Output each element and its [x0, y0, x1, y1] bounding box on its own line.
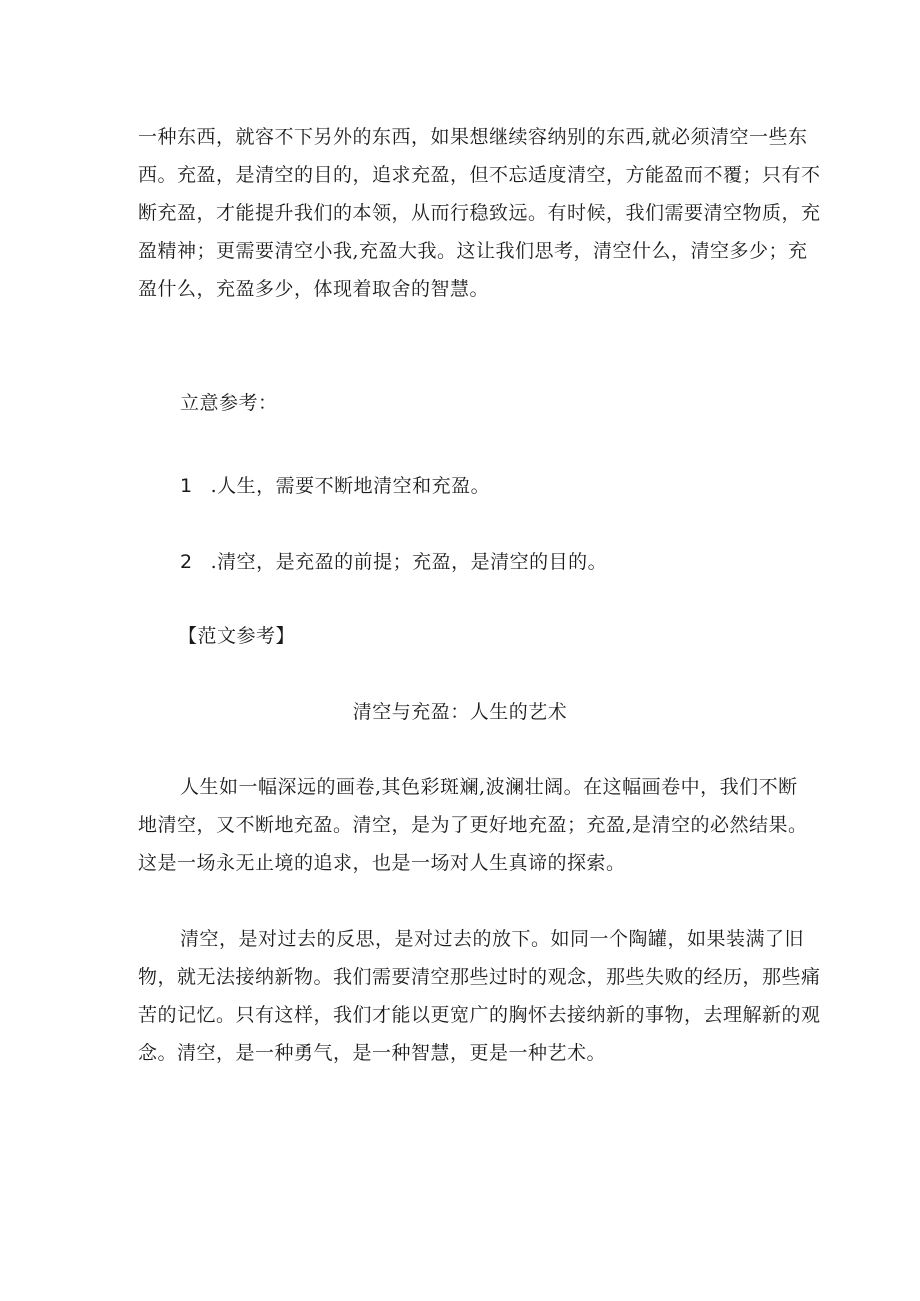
idea-text: .清空，是充盈的前提；充盈，是清空的目的。: [210, 551, 608, 573]
essay-title-text: 清空与充盈：人生的艺术: [352, 701, 568, 723]
sample-heading: [178, 617, 828, 655]
text-line: 清空，是对过去的反思，是对过去的放下。如同一个陶罐，如果装满了旧: [180, 928, 805, 950]
idea-number: 1: [180, 475, 193, 497]
text-line: 苦的记忆。只有这样，我们才能以更宽广的胸怀去接纳新的事物，去理解新的观: [138, 1004, 821, 1026]
idea-heading: [138, 384, 830, 422]
text-line: 这是一场永无止境的追求，也是一场对人生真谛的探索。: [138, 852, 626, 874]
text-line: 断充盈，才能提升我们的本领，从而行稳致远。有时候，我们需要清空物质，充: [138, 202, 821, 224]
text-line: 地清空，又不断地充盈。清空，是为了更好地充盈；充盈,是清空的必然结果。: [138, 814, 808, 836]
idea-heading-text: 立意参考：: [180, 392, 278, 414]
essay-title: [0, 693, 920, 731]
idea-item-1: [138, 467, 830, 505]
text-line: 物，就无法接纳新物。我们需要清空那些过时的观念，那些失败的经历，那些痛: [138, 966, 821, 988]
sample-heading-text: 【范文参考】: [178, 625, 296, 647]
intro-paragraph: [138, 118, 821, 308]
text-line: 人生如一幅深远的画卷,其色彩斑斓,波澜壮阔。在这幅画卷中，我们不断: [180, 776, 798, 798]
idea-item-2: [138, 543, 830, 581]
idea-text: .人生，需要不断地清空和充盈。: [210, 475, 491, 497]
text-line: 盈什么，充盈多少，体现着取舍的智慧。: [138, 278, 490, 300]
essay-paragraph-2: [138, 920, 821, 1072]
text-line: 西。充盈，是清空的目的，追求充盈，但不忘适度清空，方能盈而不覆；只有不: [138, 164, 821, 186]
text-line: 念。清空，是一种勇气，是一种智慧，更是一种艺术。: [138, 1042, 607, 1064]
text-line: 盈精神；更需要清空小我,充盈大我。这让我们思考，清空什么，清空多少；充: [138, 240, 808, 262]
idea-number: 2: [180, 551, 193, 573]
essay-paragraph-1: [138, 768, 808, 882]
text-line: 一种东西，就容不下另外的东西，如果想继续容纳别的东西,就必须清空一些东: [138, 126, 808, 148]
